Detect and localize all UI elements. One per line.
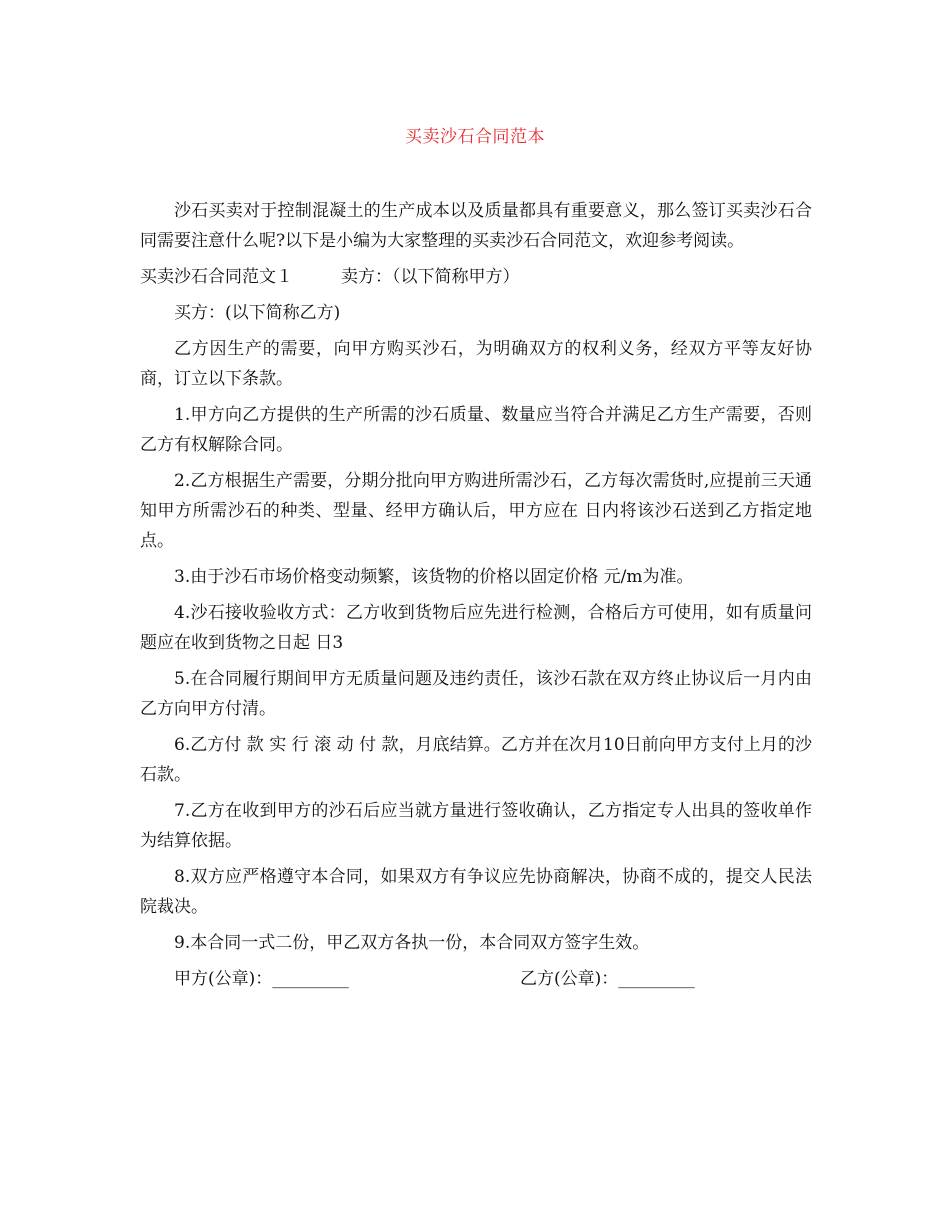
- intro-paragraph: 沙石买卖对于控制混凝土的生产成本以及质量都具有重要意义，那么签订买卖沙石合同需要注意什么呢?以下是小编为大家整理的买卖沙石合同范文，欢迎参考阅读。: [140, 201, 812, 251]
- party-a-signature: 甲方(公章)：_________: [174, 969, 349, 989]
- clause-4: 4.沙石接收验收方式：乙方收到货物后应先进行检测，合格后方可使用，如有质量问题应在收到货物之日起 日3: [140, 603, 812, 653]
- party-b-signature: 乙方(公章)：_________: [520, 969, 695, 989]
- clause-9: 9.本合同一式二份，甲乙双方各执一份，本合同双方签字生效。: [174, 933, 650, 953]
- clause-1: 1.甲方向乙方提供的生产所需的沙石质量、数量应当符合并满足乙方生产需要，否则乙方有权解除合同。: [140, 405, 812, 455]
- clause-2: 2.乙方根据生产需要，分期分批向甲方购进所需沙石，乙方每次需货时,应提前三天通知甲方所需沙石的种类、型量、经甲方确认后，甲方应在 日内将该沙石送到乙方指定地点。: [140, 471, 812, 551]
- sample-heading-line: [140, 262, 812, 292]
- seller-line: 卖方：（以下简称甲方）: [341, 267, 520, 287]
- clause-6: 6.乙方付 款 实 行 滚 动 付 款，月底结算。乙方并在次月10日前向甲方支付上月的沙石款。: [140, 735, 812, 785]
- buyer-line: 买方：(以下简称乙方): [174, 303, 341, 323]
- clause-5: 5.在合同履行期间甲方无质量问题及违约责任，该沙石款在双方终止协议后一月内由乙方向甲方付清。: [140, 669, 812, 719]
- clause-7: 7.乙方在收到甲方的沙石后应当就方量进行签收确认，乙方指定专人出具的签收单作为结算依据。: [140, 801, 812, 851]
- preamble-paragraph: 乙方因生产的需要，向甲方购买沙石，为明确双方的权利义务，经双方平等友好协商，订立以下条款。: [140, 339, 812, 389]
- document-title: 买卖沙石合同范本: [405, 127, 545, 147]
- document-body: [140, 196, 812, 994]
- sample-heading: 买卖沙石合同范文１: [140, 267, 293, 287]
- clause-3: 3.由于沙石市场价格变动频繁，该货物的价格以固定价格 元/m为准。: [174, 567, 694, 587]
- signature-row: [140, 964, 812, 994]
- clause-8: 8.双方应严格遵守本合同，如果双方有争议应先协商解决，协商不成的，提交人民法院裁决。: [140, 867, 812, 917]
